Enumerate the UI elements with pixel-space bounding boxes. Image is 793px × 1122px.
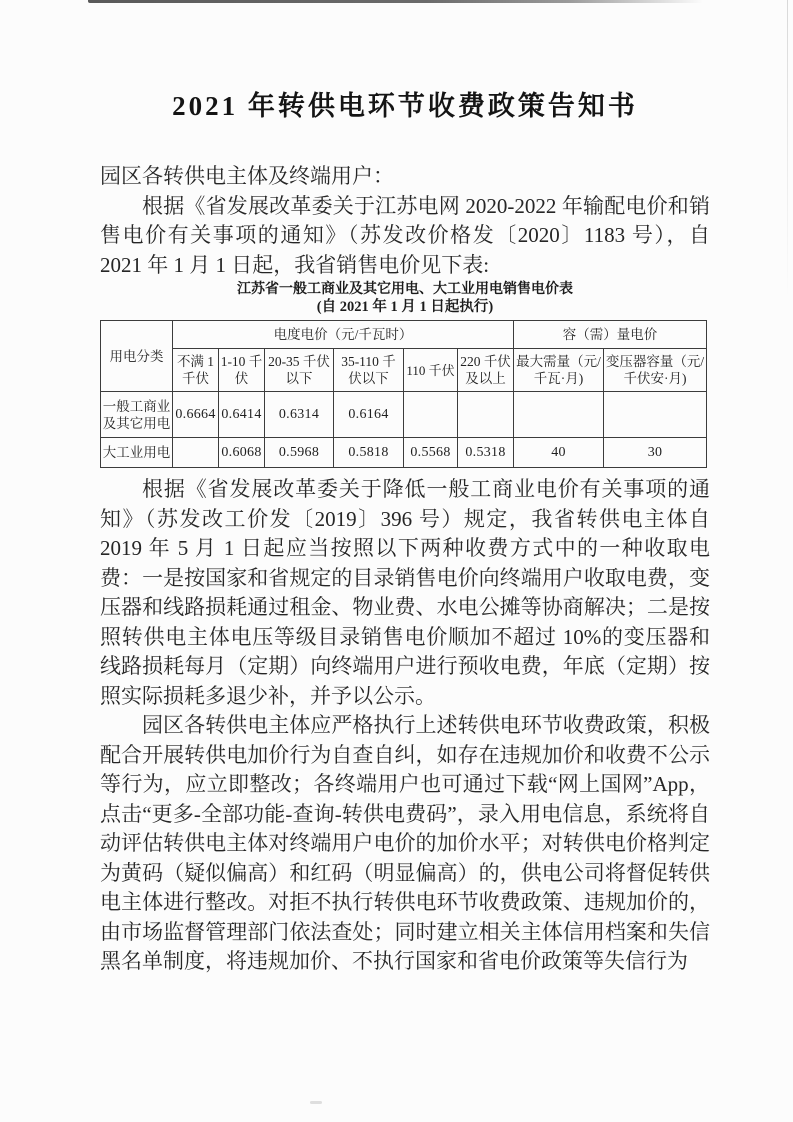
price-cell: 0.5968 xyxy=(265,438,334,468)
header-max-demand: 最大需量（元/千瓦·月) xyxy=(514,349,604,392)
scan-artifact-top-edge xyxy=(88,0,703,3)
row-label-large-industry: 大工业用电 xyxy=(101,438,173,468)
price-table-caption-title: 江苏省一般工商业及其它用电、大工业用电销售电价表 xyxy=(237,282,573,297)
header-under-1kv: 不满 1 千伏 xyxy=(173,349,219,392)
price-cell: 40 xyxy=(514,438,604,468)
price-cell: 0.6068 xyxy=(219,438,265,468)
header-110kv: 110 千伏 xyxy=(404,349,458,392)
price-table-caption-effective-date: (自 2021 年 1 月 1 日起执行) xyxy=(316,299,494,315)
price-cell: 0.6414 xyxy=(219,392,265,438)
price-cell: 0.6314 xyxy=(265,392,334,438)
paragraph-enforcement-and-credit: 园区各转供电主体应严格执行上述转供电环节收费政策，积极配合开展转供电加价行为自查自纠，如存在违规加价和收费不公示等行为，应立即整改；各终端用户也可通过下载“网上国网”App，点击“更多-全部功能-查询-转供电费码”，录入用电信息，系统将自动评估转供电主体对终端用户电价的加价水平；对转供电价格判定为黄码（疑似偏高）和红码（明显偏高）的，供电公司将督促转供电主体进行整改。对拒不执行转供电环节收费政策、违规加价的，由市场监督管理部门依法查处；同时建立相关主体信用档案和失信黑名单制度，将违规加价、不执行国家和省电价政策等失信行为 xyxy=(100,713,710,973)
salutation-line: 园区各转供电主体及终端用户： xyxy=(100,164,394,188)
header-20-35kv: 20-35 千伏以下 xyxy=(265,349,334,392)
price-cell: 30 xyxy=(604,438,707,468)
table-row-large-industry xyxy=(101,438,707,468)
electricity-price-table xyxy=(100,320,707,468)
table-row-general-commercial xyxy=(101,392,707,438)
price-cell-empty xyxy=(514,392,604,438)
header-35-110kv: 35-110 千伏以下 xyxy=(334,349,404,392)
header-group-energy-price: 电度电价（元/千瓦时） xyxy=(173,321,514,349)
scan-artifact-right-edge xyxy=(787,0,788,300)
paragraph-basis-2021-prices: 根据《省发展改革委关于江苏电网 2020-2022 年输配电价和销售电价有关事项的通知》（苏发改价格发〔2020〕1183 号），自 2021 年 1 月 1 日起，我省销售电价见下表: xyxy=(100,193,710,277)
price-cell: 0.5318 xyxy=(458,438,514,468)
table-header-group-row xyxy=(101,321,707,349)
price-cell-empty xyxy=(604,392,707,438)
price-cell: 0.5818 xyxy=(334,438,404,468)
scan-artifact-smudge xyxy=(310,1101,322,1104)
price-table-caption xyxy=(100,281,710,316)
price-cell: 0.6664 xyxy=(173,392,219,438)
price-cell: 0.6164 xyxy=(334,392,404,438)
header-1-10kv: 1-10 千伏 xyxy=(219,349,265,392)
document-title: 2021 年转供电环节收费政策告知书 xyxy=(172,91,638,121)
paragraph-fee-collection-methods: 根据《省发展改革委关于降低一般工商业电价有关事项的通知》（苏发改工价发〔2019〕396 号）规定，我省转供电主体自 2019 年 5 月 1 日起应当按照以下两种收费方式中的一种收取电费：一是按国家和省规定的目录销售电价向终端用户收取电费，变压器和线路损耗通过租金、物业费、水电公摊等协商解决；二是按照转供电主体电压等级目录销售电价顺加不超过 10%的变压器和线路损耗每月（定期）向终端用户进行预收电费，年底（定期）按照实际损耗多退少补，并予以公示。 xyxy=(100,477,710,708)
price-cell-empty xyxy=(404,392,458,438)
header-220kv-above: 220 千伏及以上 xyxy=(458,349,514,392)
price-cell-empty xyxy=(173,438,219,468)
table-header-sub-row xyxy=(101,349,707,392)
price-cell: 0.5568 xyxy=(404,438,458,468)
header-group-capacity-price: 容（需）量电价 xyxy=(514,321,707,349)
header-usage-category: 用电分类 xyxy=(101,321,173,392)
row-label-general-commercial: 一般工商业及其它用电 xyxy=(101,392,173,438)
header-transformer-capacity: 变压器容量（元/千伏安·月) xyxy=(604,349,707,392)
price-cell-empty xyxy=(458,392,514,438)
